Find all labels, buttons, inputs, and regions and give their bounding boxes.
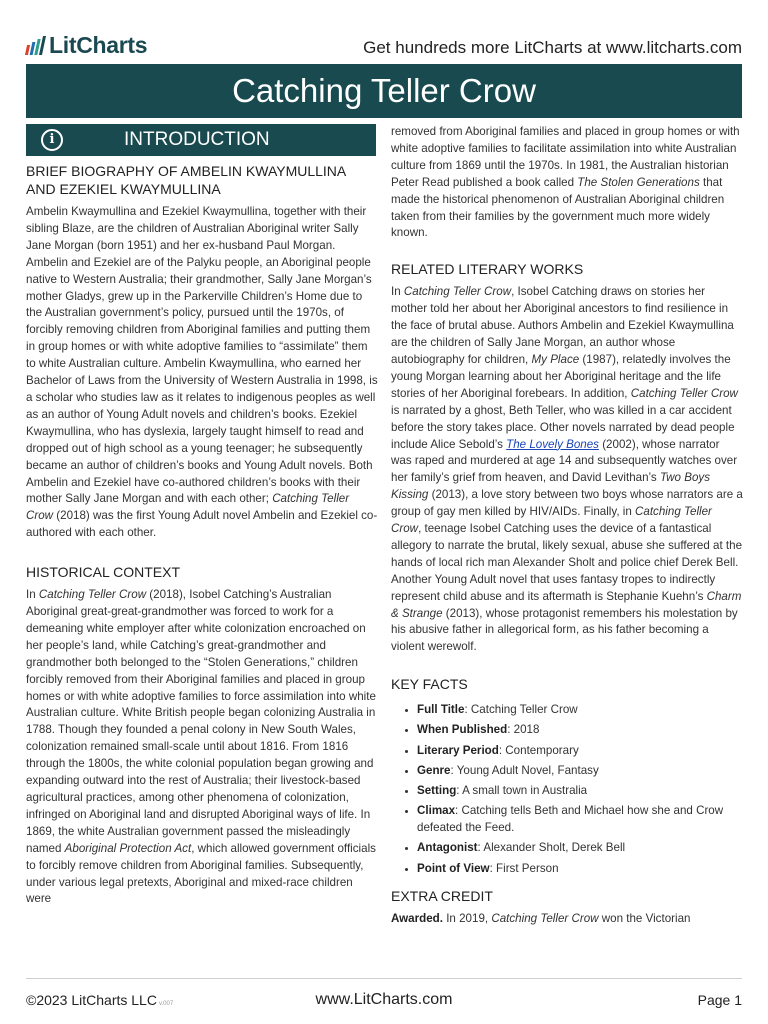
text-run: In	[26, 588, 39, 602]
extra-credit-label: Awarded.	[391, 911, 443, 925]
list-item	[417, 861, 743, 878]
text-run: is narrated by a ghost, Beth Teller, who was killed in a car accident before the story takes place. Other novels narrated by dead people include Alice Sebold’s	[391, 403, 735, 451]
fact-separator: :	[456, 784, 463, 798]
list-item	[417, 722, 743, 739]
fact-label: When Published	[417, 723, 508, 737]
fact-label: Climax	[417, 804, 456, 818]
fact-separator: :	[477, 841, 484, 855]
fact-separator: :	[498, 743, 506, 757]
list-item	[417, 743, 743, 760]
fact-separator: :	[489, 861, 497, 875]
fact-separator: :	[450, 763, 457, 777]
list-item	[417, 803, 743, 837]
key-facts-list	[391, 702, 743, 877]
book-reference: My Place	[531, 352, 580, 366]
logo-text: LitCharts	[49, 32, 148, 58]
historical-paragraph	[26, 587, 378, 908]
related-paragraph	[391, 284, 743, 656]
title-reference: Catching Teller Crow	[26, 492, 350, 523]
copyright-text: ©2023 LitCharts LLC	[26, 992, 157, 1008]
book-reference: The Stolen Generations	[577, 175, 700, 189]
text-run: won the Victorian	[598, 911, 691, 925]
logo-bars-icon	[26, 36, 44, 55]
historical-heading: HISTORICAL CONTEXT	[26, 564, 181, 581]
fact-label: Genre	[417, 763, 451, 777]
text-run: , teenage Isobel Catching uses the device of a fantastical allegory to narrate the brutal, likely sexual, abuse she suffered at the hands of local rich man Alexander Sholt and police chief Derek Bell. Another Young Adult novel that uses fantasy tropes to indirectly represent child abuse and its aftermath is Stephanie Kuehn’s	[391, 522, 743, 603]
lovely-bones-link[interactable]: The Lovely Bones	[506, 437, 599, 451]
historical-paragraph-continued	[391, 124, 743, 242]
fact-value: Contemporary	[505, 743, 579, 757]
list-item	[417, 702, 743, 719]
act-reference: Aboriginal Protection Act	[64, 841, 192, 855]
header-tagline[interactable]: Get hundreds more LitCharts at www.litcharts.com	[363, 38, 742, 57]
text-run: removed from Aboriginal families and placed in group homes or with white adoptive families to facilitate assimilation into white Australian culture from 1869 until the 1970s. In 1981, the Australian historian Peter Read published a book called	[391, 125, 740, 189]
title-reference: Catching Teller Crow	[38, 588, 147, 602]
left-column	[26, 162, 378, 908]
extra-credit-heading: EXTRA CREDIT	[391, 887, 493, 904]
introduction-label: INTRODUCTION	[124, 129, 270, 150]
info-icon: i	[41, 129, 63, 151]
page-title: Catching Teller Crow	[26, 64, 742, 118]
list-item	[417, 840, 743, 857]
key-facts-heading: KEY FACTS	[391, 676, 468, 693]
title-reference: Catching Teller Crow	[391, 505, 712, 536]
text-run: , which allowed government officials to forcibly remove children from Aboriginal families. Subsequently, under various legal pretexts, Aboriginal and mixed-race children were	[26, 841, 376, 906]
litcharts-logo[interactable]	[26, 32, 147, 59]
title-reference: Catching Teller Crow	[630, 386, 738, 400]
text-run: In	[391, 285, 404, 299]
text-run: (2018), Isobel Catching’s Australian Aboriginal great-great-grandmother was forced to work for a demeaning white employer after white colonization encroached on her people’s land, while Catching’s great-grandmother and grandmother both belonged to the “Stolen Generations,” children forcibly removed from their Aboriginal families and placed in group homes or with white adoptive families to force assimilation into white Australian culture. White British people began colonizing Australia in 1788. Though they founded a penal colony in New South Wales, colonization remained small-scale until about 1816. From 1816 through the 1800s, the white colonial population began growing and expanding outward into the rest of Australia; their livestock-based agricultural practices, among other phenomena of colonization, infringed on Aboriginal land and disrupted Aboriginal ways of life. In 1869, the white Australian government passed the misleadingly named	[26, 588, 376, 855]
fact-label: Literary Period	[417, 743, 499, 757]
page-number: Page 1	[697, 992, 742, 1008]
text-run: (1987), relatedly involves the young Morgan learning about her Aboriginal heritage and the life stories of her Aboriginal forebears. In addition,	[391, 352, 731, 400]
text-run: (2018) was the first Young Adult novel Ambelin and Ezekiel co-authored with each other.	[26, 509, 378, 540]
fact-value: 2018	[513, 723, 540, 737]
footer-divider	[26, 978, 742, 979]
title-reference: Catching Teller Crow	[403, 285, 512, 299]
title-reference: Catching Teller Crow	[491, 911, 599, 925]
fact-value: A small town in Australia	[462, 784, 588, 798]
text-run: (2013), a love story between two boys whose narrators are a group of gay men killed by HIV/AIDs. Finally, in	[391, 488, 743, 519]
biography-paragraph	[26, 204, 378, 542]
fact-label: Point of View	[417, 861, 490, 875]
footer-site-link[interactable]: www.LitCharts.com	[315, 991, 453, 1008]
related-heading: RELATED LITERARY WORKS	[391, 261, 584, 278]
text-run: that made the historical phenomenon of Australian Aboriginal children taken from their families by the government much more widely known.	[391, 175, 725, 240]
fact-separator: :	[464, 703, 471, 717]
text-run: Ambelin Kwaymullina and Ezekiel Kwaymullina, together with their sibling Blaze, are the children of Australian Aboriginal writer Sally Jane Morgan (born 1951) and her ex-husband Paul Morgan. Ambelin and Ezekiel are of the Palyku people, an Aboriginal people native to Western Australia; their grandmother, Sally Jane Morgan’s mother Gladys, grew up in the Parkerville Children’s Home due to the Australian government’s policy, pursued until the 1970s, of forcibly removing children from Aboriginal families and putting them in group homes or with white adoptive families to “assimilate” them to white Australian culture. Ambelin Kwaymullina, who earned her Bachelor of Laws from the University of Western Australia in 1998, is a scholar who studies law as it relates to indigenous peoples as well as an author of Young Adult novels and children’s books. Ezekiel Kwaymullina, who has dyslexia, largely taught himself to read and dropped out of high school as a young teenager; he subsequently became an author of children’s books and Young Adult novels. Both Ambelin and Ezekiel have co-authored children’s books with their mother Sally Jane Morgan and with each other;	[26, 205, 378, 506]
version-text: v.007	[158, 1001, 174, 1007]
fact-value: First Person	[496, 861, 559, 875]
fact-value: Young Adult Novel, Fantasy	[456, 763, 599, 777]
book-reference: Charm & Strange	[391, 589, 742, 620]
fact-label: Full Title	[417, 703, 465, 717]
fact-separator: :	[455, 804, 462, 818]
fact-value: Alexander Sholt, Derek Bell	[483, 841, 626, 855]
biography-heading: BRIEF BIOGRAPHY OF AMBELIN KWAYMULLINA AND EZEKIEL KWAYMULLINA	[26, 163, 346, 197]
right-column	[391, 124, 743, 927]
introduction-section-header	[26, 124, 376, 156]
list-item	[417, 783, 743, 800]
list-item	[417, 763, 743, 780]
text-run: , Isobel Catching draws on stories her mother told her about her Aboriginal ancestors to find resilience in the face of brutal abuse. Authors Ambelin and Ezekiel Kwaymullina are the children of Sally Jane Morgan, an author whose autobiography for children,	[391, 285, 734, 366]
fact-label: Setting	[417, 784, 457, 798]
fact-label: Antagonist	[417, 841, 478, 855]
fact-separator: :	[507, 723, 514, 737]
text-run: (2013), whose protagonist remembers his molestation by his abusive father in allegorical form, as his father becoming a violent werewolf.	[391, 606, 738, 654]
page-header	[26, 30, 742, 64]
fact-value: Catching Teller Crow	[470, 703, 578, 717]
text-run: In 2019,	[442, 911, 492, 925]
text-run: (2002), whose narrator was raped and murdered at age 14 and subsequently watches over her family’s grief from heaven, and David Levithan’s	[391, 437, 738, 485]
extra-credit-paragraph	[391, 911, 743, 928]
fact-value: Catching tells Beth and Michael how she and Crow defeated the Feed.	[417, 804, 724, 835]
book-reference: Two Boys Kissing	[391, 471, 710, 502]
